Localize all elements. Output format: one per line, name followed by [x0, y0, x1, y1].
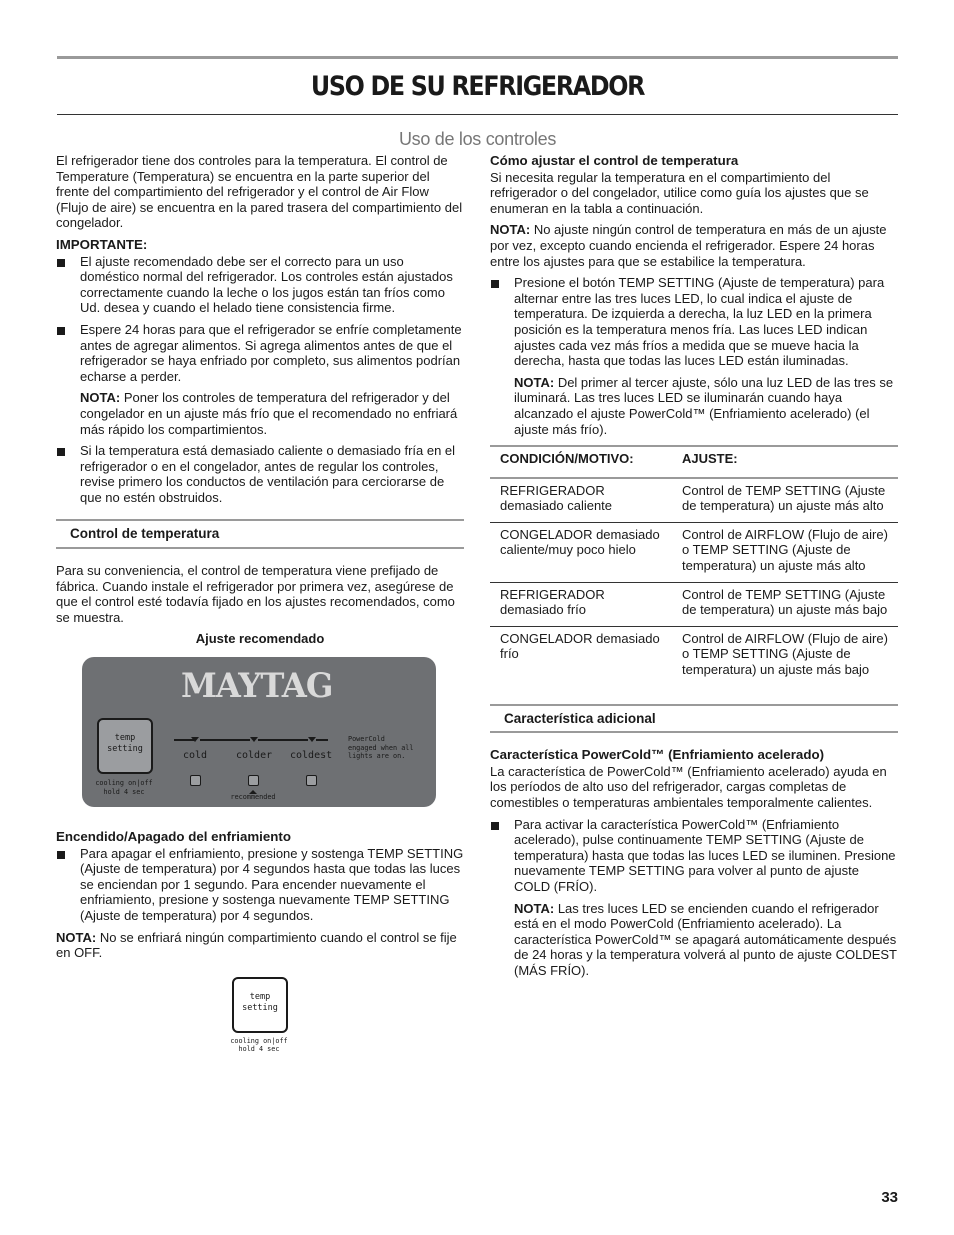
title-rule [57, 114, 898, 115]
table-row [490, 626, 898, 693]
cooling-hint-line1: cooling on|off [230, 1036, 288, 1045]
table-cell-condition: REFRIGERADOR demasiado caliente [490, 478, 672, 523]
note-label: NOTA: [490, 222, 531, 238]
cooling-hint [228, 1037, 290, 1054]
temp-setting-button[interactable] [97, 718, 153, 774]
bullet-cooling-off: Para apagar el enfriamiento, presione y sostenga TEMP SETTING (Ajuste de temperatura) por 4 segundos hasta que todas las luces se enciendan por 1 segundo. Para encender nuevamente el enfriamiento, presione y sostenga nuevamente TEMP SETTING (Ajuste de temperatura) por 4 segundos. [56, 846, 464, 924]
table-row [490, 582, 898, 626]
powercold-note-line1: PowerCold [348, 735, 385, 744]
note-label: NOTA: [56, 929, 97, 945]
powercold-note [348, 735, 413, 761]
note-colder-setting [56, 390, 464, 437]
temp-setting-line1: temp [249, 991, 271, 1002]
control-panel-figure [82, 657, 436, 807]
led-indicator-arrow [250, 737, 258, 742]
table-row [490, 522, 898, 582]
led-indicator-arrow [308, 737, 316, 742]
cooling-hint-line2: hold 4 sec [103, 787, 145, 796]
cooling-hint [94, 779, 154, 796]
intro-paragraph: El refrigerador tiene dos controles para la temperatura. El control de Temperature (Temperatura) se encuentra en la parte superior del frente del compartimiento del refrigerador y el control de Air Flow (Flujo de aire) se encuentra en la pared trasera del compartimiento del congelador. [56, 153, 463, 231]
powercold-note-line3: lights are on. [348, 752, 406, 761]
temp-setting-line1: temp [114, 733, 136, 744]
page-number: 33 [881, 1189, 898, 1206]
how-to-adjust-paragraph: Si necesita regular la temperatura en el compartimiento del refrigerador o del congelador, utilice como guía los ajustes que se enumeran en la tabla a continuación. [490, 169, 869, 216]
note-text: Poner los controles de temperatura del refrigerador y del congelador en un ajuste más frío que el recomendado no enfriará más rápido los compartimientos. [80, 390, 458, 437]
cooling-hint-line1: cooling on|off [95, 779, 153, 788]
how-to-adjust-heading: Cómo ajustar el control de temperatura [490, 153, 739, 168]
bullet-check-vents: Si la temperatura está demasiado caliente o demasiado fría en el refrigerador o en el congelador, antes de regular los controles, revise primero los conductos de ventilación para cerciorarse de que no estén obstruidos. [56, 443, 464, 505]
powercold-heading: Característica PowerCold™ (Enfriamiento acelerado) [490, 747, 824, 763]
table-cell-setting: Control de TEMP SETTING (Ajuste de temperatura) un ajuste más alto [672, 478, 898, 523]
note-text: Del primer al tercer ajuste, sólo una luz LED de las tres se iluminará. Las tres luces LED se iluminarán cuando haya alcanzado el ajuste PowerCold™ (Enfriamiento acelerado) (el ajuste más frío). [514, 374, 894, 437]
temp-setting-line2: setting [107, 744, 143, 755]
settings-table [490, 445, 898, 694]
table-row [490, 478, 898, 523]
bullet-activate-powercold: Para activar la característica PowerCold™ (Enfriamiento acelerado), pulse continuamente TEMP SETTING (Ajuste de temperatura) hasta que todas las luces LED se iluminen. Presione nuevamente TEMP SETTING para volver al punto de ajuste COLD (FRÍO). [490, 817, 898, 895]
figure-label: Ajuste recomendado [195, 631, 325, 647]
note-label: NOTA: [80, 390, 121, 406]
note-off [56, 930, 464, 961]
powercold-note-line2: engaged when all [348, 743, 414, 752]
right-column [490, 153, 898, 985]
table-cell-setting: Control de AIRFLOW (Flujo de aire) o TEMP SETTING (Ajuste de temperatura) un ajuste más alto [672, 522, 898, 582]
note-label: NOTA: [514, 374, 555, 390]
led-divider [200, 739, 250, 741]
led-label-cold: cold [183, 750, 208, 762]
table-header-condition: CONDICIÓN/MOTIVO: [490, 446, 672, 478]
led-coldest [306, 775, 317, 786]
led-label-coldest: coldest [290, 750, 333, 762]
table-header-row [490, 446, 898, 478]
led-label-colder: colder [236, 750, 273, 762]
bullet-press-temp-setting: Presione el botón TEMP SETTING (Ajuste de temperatura) para alternar entre las tres luces LED, lo cual indica el ajuste de temperatura. De izquierda a derecha, la luz LED en la primera posición es la temperatura menos fría. Las luces LED indican ajustes cada vez más fríos a medida que se mueve hacia la derecha, hasta que todas las luces LED están iluminadas. [490, 275, 898, 369]
led-divider [258, 739, 308, 741]
important-label: IMPORTANTE: [56, 236, 148, 252]
table-cell-setting: Control de AIRFLOW (Flujo de aire) o TEMP SETTING (Ajuste de temperatura) un ajuste más bajo [682, 630, 888, 678]
temp-control-paragraph: Para su conveniencia, el control de temperatura viene prefijado de fábrica. Cuando instale el refrigerador por primera vez, asegúrese de que el control esté todavía fijado en los ajustes recomendados, como se muestra. [56, 563, 455, 625]
table-cell-setting: Control de TEMP SETTING (Ajuste de temperatura) un ajuste más bajo [672, 582, 898, 626]
left-column [56, 153, 464, 1057]
note-label: NOTA: [514, 900, 555, 916]
table-cell-condition: REFRIGERADOR demasiado frío [490, 582, 672, 626]
cooling-heading: Encendido/Apagado del enfriamiento [56, 829, 291, 845]
led-divider [316, 739, 328, 741]
cooling-hint-line2: hold 4 sec [238, 1045, 280, 1054]
recommended-label: recommended [230, 793, 276, 802]
section-temperature-control: Control de temperatura [56, 519, 464, 549]
section-additional-feature: Característica adicional [490, 704, 898, 734]
led-cold [190, 775, 201, 786]
led-colder [248, 775, 259, 786]
page-title: USO DE SU REFRIGERADOR [310, 71, 645, 102]
table-cell-condition: CONGELADOR demasiado caliente/muy poco hielo [490, 522, 672, 582]
note-text: No ajuste ningún control de temperatura en más de un ajuste por vez, excepto cuando encienda el refrigerador. Espere 24 horas entre los ajustes para que se estabilice la temperatura. [490, 222, 887, 269]
bullet-wait-24-hours: Espere 24 horas para que el refrigerador se enfríe completamente antes de agregar alimentos. Si agrega alimentos antes de que el refrigerador se haya enfriado por completo, sus alimentos podrían echarse a perder. [56, 322, 464, 384]
temp-setting-line2: setting [242, 1002, 278, 1013]
temp-setting-button-small[interactable] [232, 977, 288, 1033]
top-rule [57, 56, 898, 59]
note-text: No se enfriará ningún compartimiento cuando el control se fije en OFF. [56, 929, 457, 961]
note-led [490, 375, 898, 437]
section-subtitle: Uso de los controles [398, 129, 557, 149]
bullet-recommended-setting: El ajuste recomendado debe ser el correcto para un uso doméstico normal del refrigerador. Los controles están ajustados correctamente cuando la leche o los jugos están tan fríos como Ud. desea y cuando el helado tiene consistencia firme. [56, 254, 464, 316]
note-text: Las tres luces LED se encienden cuando el refrigerador está en el modo PowerCold (Enfriamiento acelerado). La característica PowerCold™ se apagará automáticamente después de 24 horas y la temperatura volverá al punto de ajuste COLDEST (MÁS FRÍO). [514, 900, 897, 978]
note-one-setting [490, 222, 898, 269]
temp-setting-figure [232, 977, 292, 1057]
table-header-setting: AJUSTE: [672, 446, 898, 478]
note-powercold [490, 901, 898, 979]
led-indicator-arrow [191, 737, 199, 742]
table-cell-condition: CONGELADOR demasiado frío [500, 630, 660, 662]
maytag-logo: MAYTAG [181, 666, 333, 707]
powercold-paragraph: La característica de PowerCold™ (Enfriamiento acelerado) ayuda en los períodos de alto uso del refrigerador, cargas completas de comestibles o temperaturas ambientales temporalmente calientes. [490, 763, 887, 810]
